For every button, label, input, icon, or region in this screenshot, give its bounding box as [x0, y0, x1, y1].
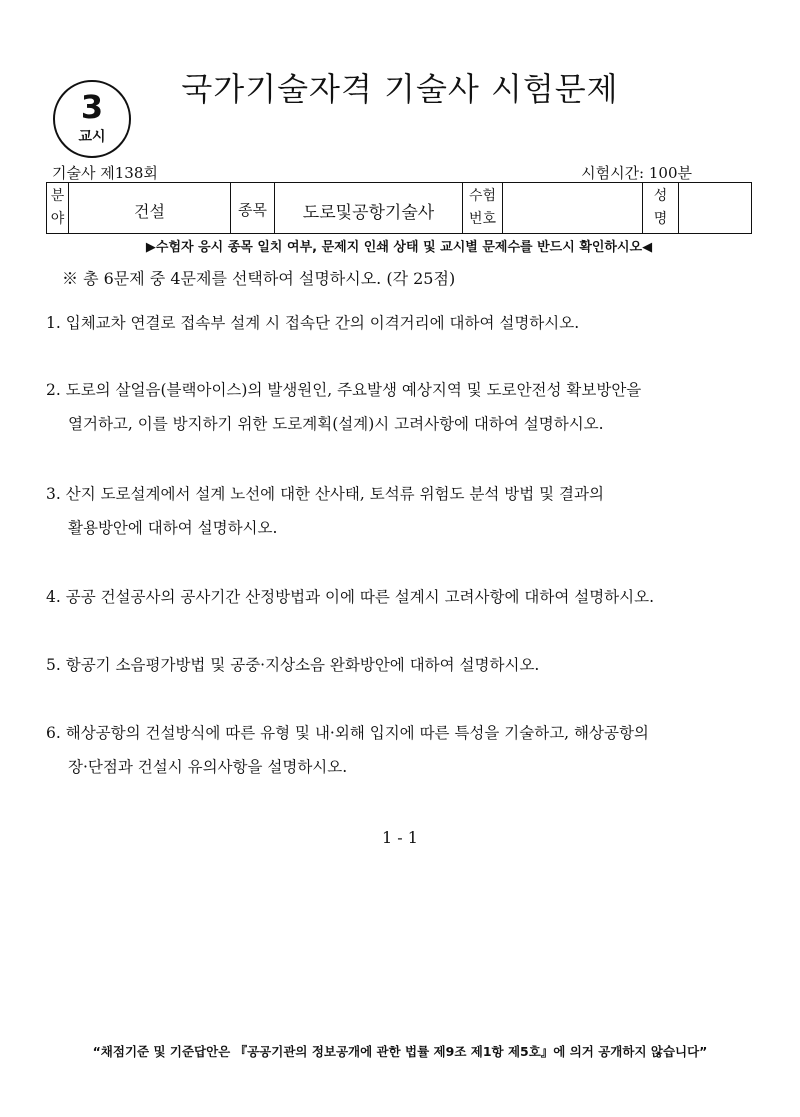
exam-time: 시험시간: 100분 — [581, 164, 692, 182]
question-4-line-1: 4. 공공 건설공사의 공사기간 산정방법과 이에 따른 설계시 고려사항에 대하여 설명하시오. — [46, 588, 655, 606]
question-4 — [46, 580, 758, 614]
notice-text: ▶수험자 응시 종목 일치 여부, 문제지 인쇄 상태 및 교시별 문제수를 반드시 확인하시오◀ — [145, 240, 653, 255]
period-label: 교시 — [78, 129, 106, 145]
field-value: 건설 — [134, 202, 165, 221]
field-label: 분야 — [50, 188, 65, 227]
type-label: 종목 — [238, 201, 267, 219]
question-5 — [46, 648, 758, 682]
exam-number-label-cell — [463, 183, 503, 233]
exam-number-label: 수험번호 — [468, 188, 497, 227]
exam-category-round: 기술사 제138회 — [52, 164, 158, 182]
name-label-cell — [643, 183, 679, 233]
question-6-line-1: 6. 해상공항의 건설방식에 따른 유형 및 내·외해 입지에 따른 특성을 기술하고, 해상공항의 — [46, 724, 649, 742]
period-badge — [53, 80, 131, 158]
page-number: 1 - 1 — [382, 828, 418, 847]
page-title: 국가기술자격 기술사 시험문제 — [181, 70, 619, 108]
question-3-line-2: 활용방안에 대하여 설명하시오. — [68, 519, 278, 537]
field-label-cell — [47, 183, 69, 233]
question-3-line-1: 3. 산지 도로설계에서 설계 노선에 대한 산사태, 토석류 위험도 분석 방법 및 결과의 — [46, 485, 604, 503]
question-6-line-2: 장·단점과 건설시 유의사항을 설명하시오. — [68, 758, 348, 776]
type-label-cell — [231, 183, 275, 233]
question-3 — [46, 477, 758, 545]
period-number: 3 — [80, 88, 104, 126]
question-2 — [46, 373, 758, 441]
question-2-line-1: 2. 도로의 살얼음(블랙아이스)의 발생원인, 주요발생 예상지역 및 도로안전성 확보방안을 — [46, 381, 642, 399]
question-6 — [46, 716, 758, 784]
exam-info-table — [46, 182, 752, 234]
footer-disclaimer: “채점기준 및 기준답안은 『공공기관의 정보공개에 관한 법률 제9조 제1항 제5호』에 의거 공개하지 않습니다” — [92, 1044, 708, 1059]
question-2-line-2: 열거하고, 이를 방지하기 위한 도로계획(설계)시 고려사항에 대하여 설명하시오. — [68, 415, 604, 433]
question-1 — [46, 306, 758, 340]
name-field[interactable] — [679, 183, 751, 233]
exam-number-field[interactable] — [503, 183, 643, 233]
type-value: 도로및공항기술사 — [302, 203, 435, 223]
question-5-line-1: 5. 항공기 소음평가방법 및 공중·지상소음 완화방안에 대하여 설명하시오. — [46, 656, 540, 674]
name-label: 성명 — [653, 188, 668, 227]
question-1-line-1: 1. 입체교차 연결로 접속부 설계 시 접속단 간의 이격거리에 대하여 설명하시오. — [46, 314, 580, 332]
type-value-cell — [275, 183, 463, 233]
instruction-text: ※ 총 6문제 중 4문제를 선택하여 설명하시오. (각 25점) — [62, 269, 456, 288]
field-value-cell — [69, 183, 231, 233]
